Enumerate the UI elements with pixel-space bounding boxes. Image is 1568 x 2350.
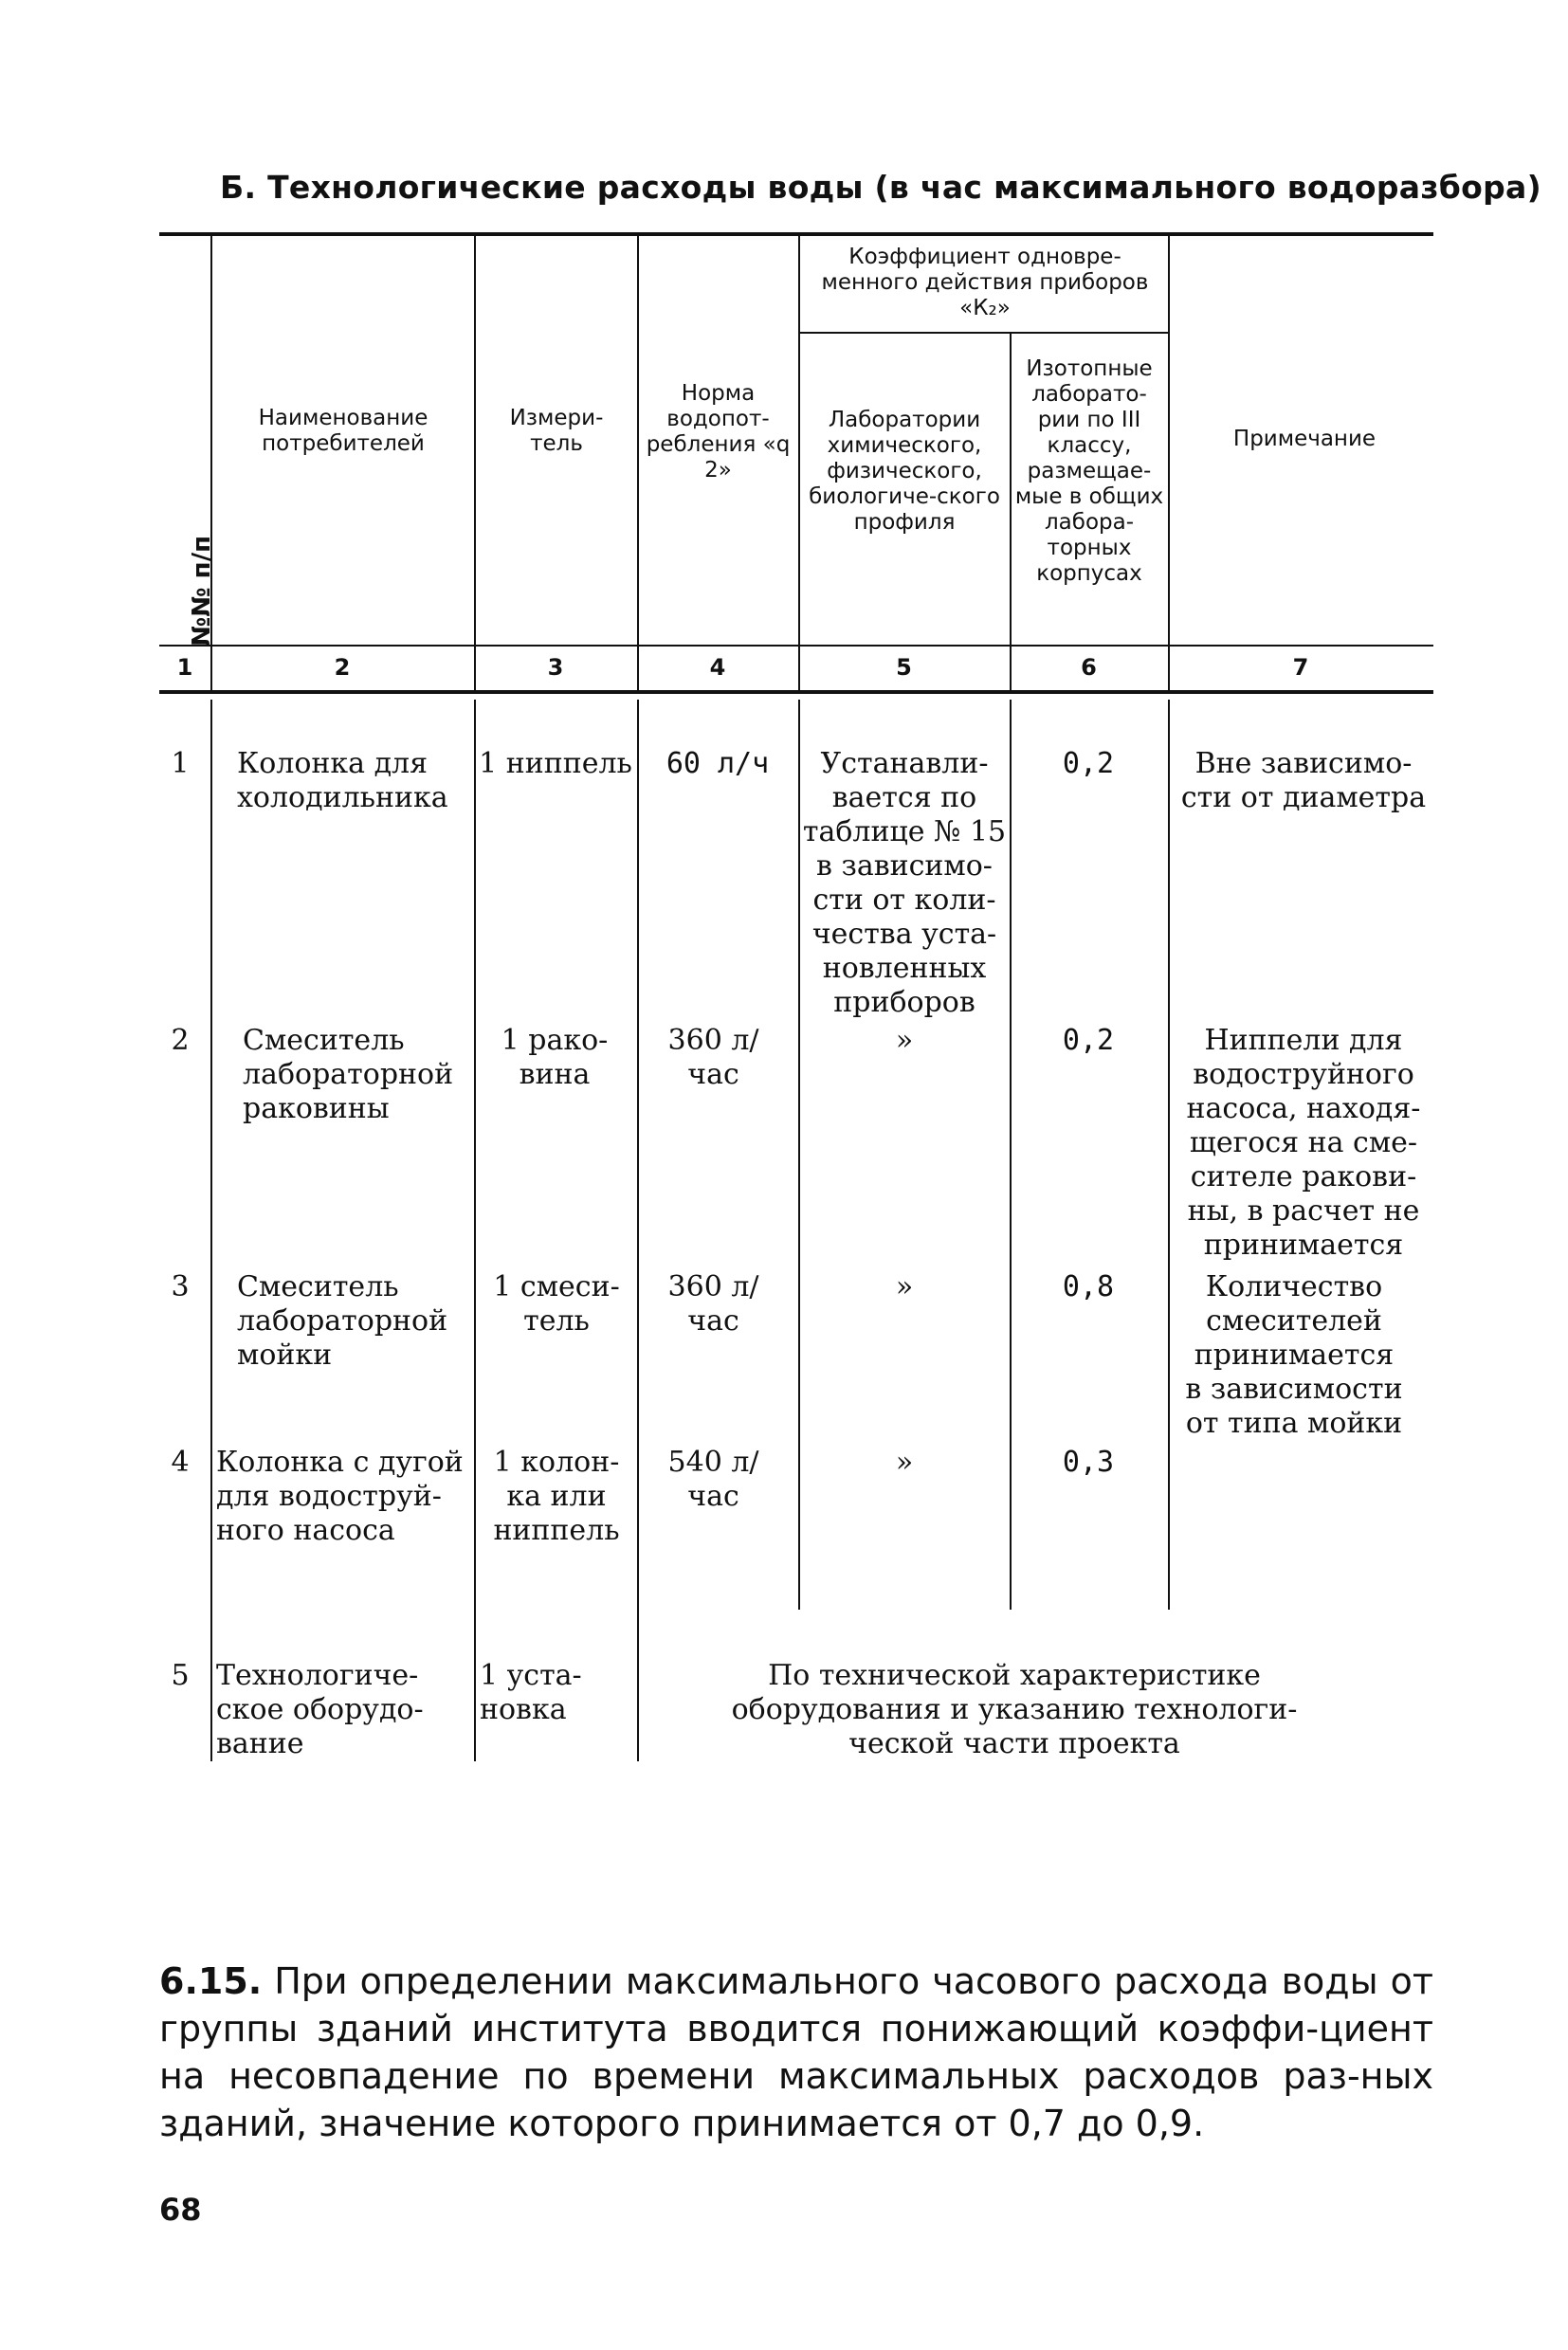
row-2-num: 2: [171, 1024, 190, 1057]
row-1-meter: 1 ниппель: [479, 747, 632, 780]
header-vline-2: [474, 235, 476, 690]
row-4-norm: 540 л/час: [667, 1446, 759, 1513]
header-note-cell: [1176, 427, 1433, 452]
body-vline-1: [210, 700, 212, 1761]
row-1-labs: Устанавли-вается по таблице № 15 в зависимо-сти от коли-чества уста-новленных приборов: [802, 747, 1007, 1019]
row-2-note: Ниппели для водоструйного насоса, находя-щегося на сме-сителе ракови-ны, в расчет не принимается: [1186, 1024, 1421, 1262]
row-3-name: Смеситель лабораторной мойки: [237, 1270, 448, 1372]
body-vline-5: [1010, 700, 1012, 1610]
row-4-isotope: 0,3: [1062, 1446, 1115, 1479]
body-vline-6: [1168, 700, 1170, 1610]
row-1-norm: 60 л/ч: [665, 747, 770, 780]
row-3-num: 3: [171, 1270, 190, 1303]
row-4-num: 4: [171, 1446, 190, 1479]
row-1-num: 1: [171, 747, 190, 780]
row-1-isotope: 0,2: [1062, 747, 1115, 780]
paragraph-text: При определении максимального часового расхода воды от группы зданий института вводится понижающий коэффи-циент на несовпадение по времени максимальных расходов раз-ных зданий, значение которого принимается от 0,7 до 0,9.: [159, 1960, 1433, 2144]
header-labs-cell: [804, 408, 1005, 536]
header-vline-3: [637, 235, 639, 690]
row-2-isotope: 0,2: [1062, 1024, 1115, 1057]
header-isotope-label: Изотопные лаборато-рии по III классу, размещае-мые в общих лабора-торных корпусах: [1014, 356, 1164, 586]
row-3-isotope: 0,8: [1062, 1270, 1115, 1303]
body-vline-3: [637, 700, 639, 1761]
column-number: 2: [334, 654, 351, 681]
header-meter-label: Измери-тель: [509, 406, 604, 456]
colnum-bottom-rule: [159, 690, 1433, 694]
header-name-cell: [220, 406, 466, 457]
header-name-label: Наименование потребителей: [258, 406, 428, 456]
row-3-meter: 1 смеси-тель: [493, 1270, 620, 1338]
header-coef-group-cell: [811, 245, 1158, 321]
column-number: 1: [176, 654, 193, 681]
header-vline-5: [1010, 334, 1012, 690]
coef-group-rule: [798, 332, 1168, 334]
header-norm-label: Норма водопот-ребления «q 2»: [646, 381, 791, 483]
row-5-meter: 1 уста-новка: [480, 1659, 582, 1726]
row-4-name: Колонка с дугой для водоструй-ного насоса: [216, 1446, 464, 1547]
row-5-merged-note: По технической характеристике оборудования и указанию технологи-ческой части проекта: [731, 1659, 1298, 1760]
header-isotope-cell: [1012, 356, 1166, 587]
row-4-meter: 1 колон-ка или ниппель: [493, 1446, 620, 1547]
row-1-note: Вне зависимо-сти от диаметра: [1180, 747, 1427, 814]
row-2-labs: »: [895, 1024, 914, 1057]
row-2-meter: 1 рако-вина: [501, 1024, 609, 1091]
header-norm-cell: [645, 381, 792, 483]
header-labs-label: Лаборатории химического, физического, биологиче-ского профиля: [809, 408, 1000, 535]
row-3-norm: 360 л/час: [667, 1270, 759, 1338]
header-vline-4: [798, 235, 800, 690]
header-bottom-rule: [159, 645, 1433, 647]
column-number: 6: [1081, 654, 1097, 681]
header-coef-group-label: Коэффициент одновре-менного действия приборов «К₂»: [821, 245, 1149, 320]
row-3-labs: »: [895, 1270, 914, 1303]
row-3-note: Количество смесителей принимается в зависимости от типа мойки: [1185, 1270, 1403, 1440]
row-2-name: Смеситель лабораторной раковины: [243, 1024, 454, 1125]
row-5-num: 5: [171, 1659, 190, 1692]
column-number: 7: [1292, 654, 1309, 681]
page-number: 68: [159, 2192, 202, 2228]
section-title: Б. Технологические расходы воды (в час максимального водоразбора): [220, 169, 1541, 206]
header-num-label: №№ п/п: [188, 535, 216, 647]
body-vline-2: [474, 700, 476, 1761]
header-vline-6: [1168, 235, 1170, 690]
body-vline-4: [798, 700, 800, 1610]
paragraph-number: 6.15.: [159, 1960, 263, 2002]
column-number: 3: [547, 654, 564, 681]
table-top-rule: [159, 232, 1433, 236]
row-5-name: Технологиче-ское оборудо-вание: [216, 1659, 424, 1760]
column-number: 5: [896, 654, 912, 681]
header-note-label: Примечание: [1232, 427, 1377, 451]
row-1-name: Колонка для холодильника: [237, 747, 448, 814]
row-4-labs: »: [895, 1446, 914, 1479]
column-number: 4: [709, 654, 726, 681]
row-2-norm: 360 л/час: [667, 1024, 759, 1091]
paragraph-6-15: [159, 1958, 1433, 2147]
header-meter-cell: [485, 406, 628, 457]
